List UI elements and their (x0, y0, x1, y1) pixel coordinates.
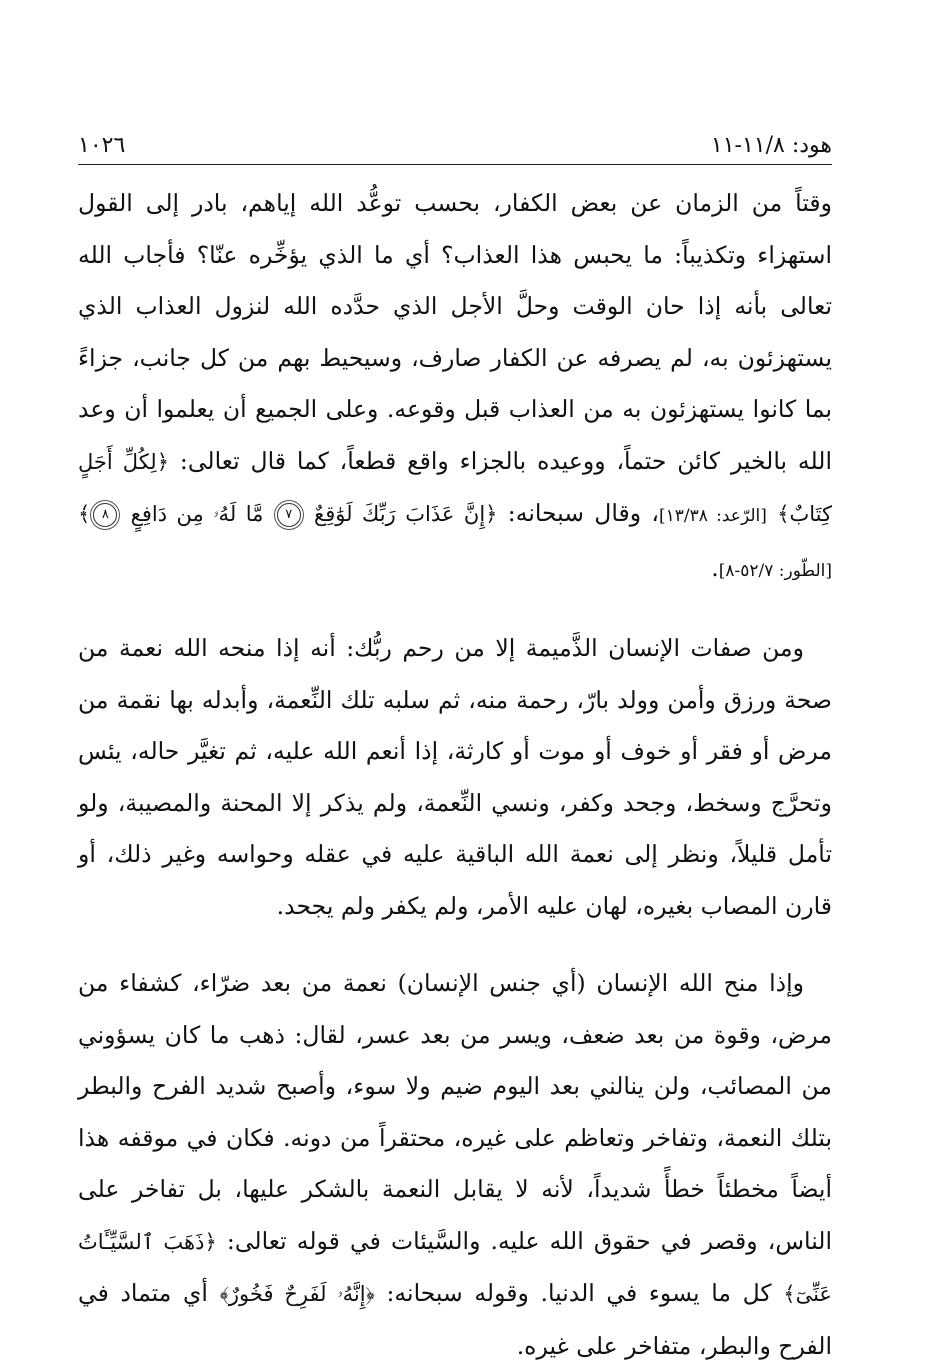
ayah-number-marker: ٧ (277, 503, 301, 527)
paragraph-3-text-b: كل ما يسوء في الدنيا. وقوله سبحانه: (386, 1279, 772, 1307)
paragraph-1-text-a: وقتاً من الزمان عن بعض الكفار، بحسب توعُّد الله إياهم، بادر إلى القول استهزاء وتكذيباً: ما يحبس هذا العذاب؟ أي ما الذي يؤخِّره عنّا؟ فأجاب الله تعالى بأنه إذا حان الوقت وحلَّ الأجل الذي حدَّده الله لنزول العذاب الذي يستهزئون به، لم يصرفه عن الكفار صارف، وسيحيط بهم من كل جانب، جزاءً بما كانوا يستهزئون به من العذاب قبل وقوعه. وعلى الجميع أن يعلموا أن وعد الله بالخير كائن حتماً، ووعيده بالجزاء واقع قطعاً، كما قال تعالى: (78, 189, 832, 475)
surah-reference: هود: ١١/٨-١١ (710, 133, 832, 158)
page-number: ١٠٢٦ (78, 133, 126, 158)
paragraph-1-end: . (711, 553, 719, 582)
paragraph-3 (78, 958, 832, 1372)
paragraph-1-text-b: ، وقال سبحانه: (507, 499, 659, 527)
verse-reference: [الرّعد: ١٣/٣٨] (659, 506, 767, 526)
page-header (78, 118, 832, 158)
ayah-number-marker: ٨ (93, 503, 117, 527)
quran-verse-close: ﴾ (78, 502, 91, 526)
paragraph-3-text-a: وإذا منح الله الإنسان (أي جنس الإنسان) نعمة من بعد ضرّاء، كشفاء من مرض، وقوة من بعد ضعف، ويسر من بعد عسر، لقال: ذهب ما كان يسؤوني من المصائب، ولن ينالني بعد اليوم ضيم ولا سوء، وأصبح شديد الفرح والبطر بتلك النعمة، وتفاخر وتعاظم على غيره، محتقراً من دونه. فكان في موقفه هذا أيضاً مخطئاً خطأً شديداً، لأنه لا يقابل النعمة بالشكر عليها، بل تفاخر على الناس، وقصر في حقوق الله عليه. والسَّيئات في قوله تعالى: (78, 969, 832, 1255)
quran-verse: ﴿إِنَّهُۥ لَفَرِحٌ فَخُورٌ﴾ (219, 1282, 375, 1306)
quran-verse: ﴿لِكُلِّ أَجَلٍ كِتَابٌ﴾ (78, 449, 833, 526)
verse-reference: [الطّور: ٥٢/٧-٨] (718, 560, 832, 581)
quran-verse: ﴿إِنَّ عَذَابَ رَبِّكَ لَوَٰقِعٌ (314, 502, 498, 526)
quran-verse: مَّا لَهُۥ مِن دَافِعٍ (130, 502, 264, 526)
paragraph-3-text-c: أي متماد في الفرح والبطر، متفاخر على غيره. (78, 1279, 832, 1360)
paragraph-2: ومن صفات الإنسان الذَّميمة إلا من رحم ربُّك: أنه إذا منحه الله نعمة من صحة ورزق وأمن وولد بارّ، رحمة منه، ثم سلبه تلك النِّعمة، وأبدله بها نقمة من مرض أو فقر أو خوف أو موت أو كارثة، إذا أنعم الله عليه، ثم تغيَّر حاله، يئس وتحرَّج وسخط، وجحد وكفر، ونسي النِّعمة، ولم يذكر إلا المحنة والمصيبة، ولو تأمل قليلاً، ونظر إلى نعمة الله الباقية عليه في عقله وحواسه وغير ذلك، أو قارن المصاب بغيره، لهان عليه الأمر، ولم يكفر ولم يجحد. (78, 634, 832, 920)
quran-verse: ﴿ذَهَبَ ٱلسَّيِّـَٔاتُ عَنِّىٓ﴾ (78, 1229, 832, 1306)
page-body (78, 178, 832, 1372)
paragraph-1 (78, 178, 832, 597)
header-divider (78, 164, 832, 165)
